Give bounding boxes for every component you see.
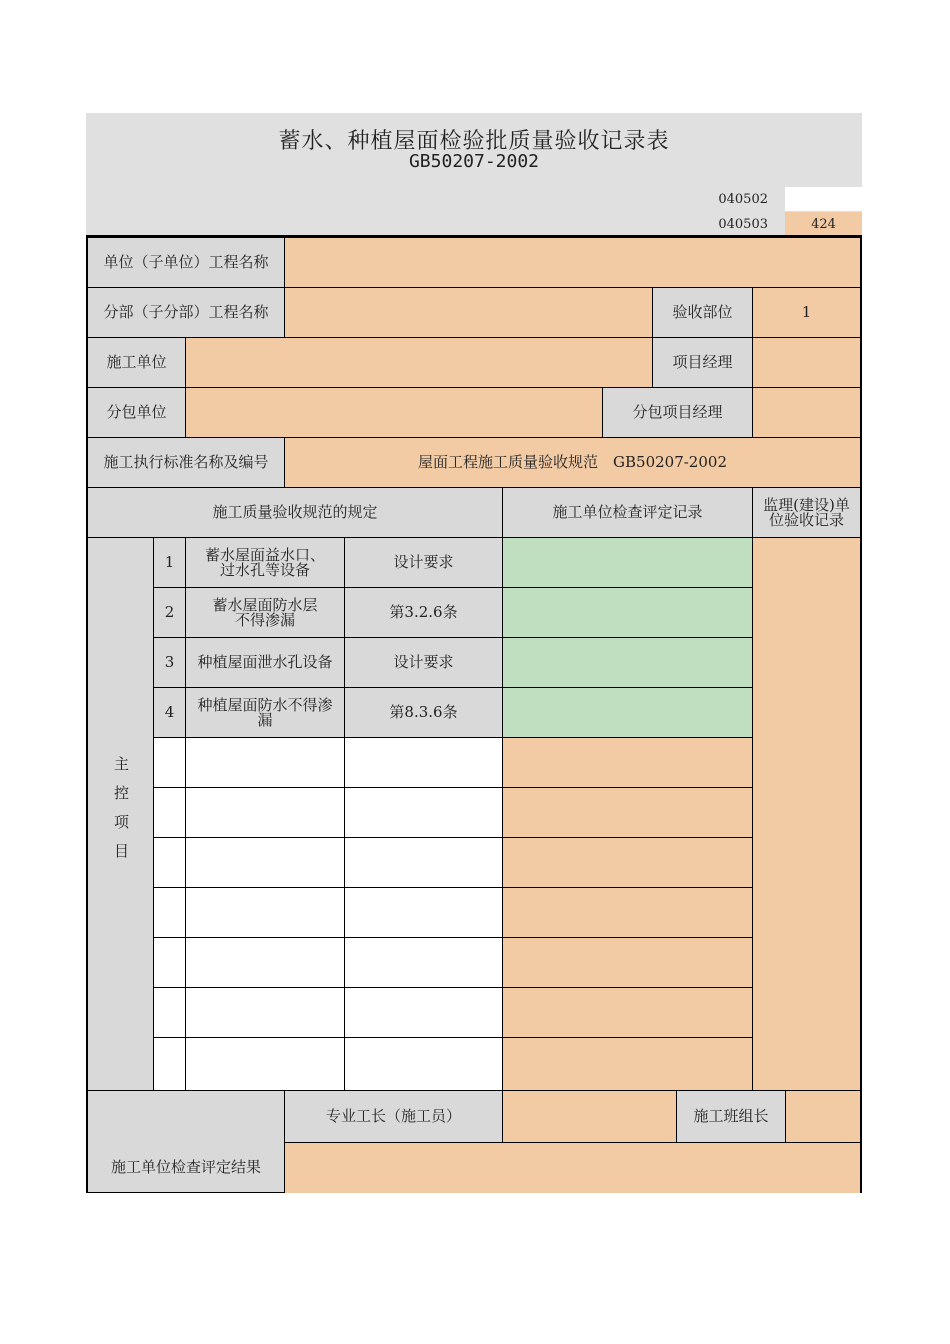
empty-requirement[interactable] xyxy=(344,937,503,988)
accept-part-input[interactable]: 1 xyxy=(752,287,861,338)
empty-check-input[interactable] xyxy=(502,737,753,788)
empty-check-input[interactable] xyxy=(502,887,753,938)
unit-project-label: 单位（子单位）工程名称 xyxy=(87,237,285,288)
sub-project-input[interactable] xyxy=(284,287,653,338)
supervise-record-input[interactable] xyxy=(752,537,861,1091)
item-no: 3 xyxy=(153,637,186,688)
foreman-label: 专业工长（施工员） xyxy=(284,1090,503,1143)
result-label: 施工单位检查评定结果 xyxy=(87,1090,285,1193)
item-no: 2 xyxy=(153,587,186,638)
result-input[interactable] xyxy=(284,1142,861,1193)
col-header-check: 施工单位检查评定记录 xyxy=(502,487,753,538)
empty-no[interactable] xyxy=(153,887,186,938)
item-no: 4 xyxy=(153,687,186,738)
form-code-2-value[interactable]: 424 xyxy=(785,212,862,236)
sub-pm-input[interactable] xyxy=(752,387,861,438)
section-label: 主控项目 xyxy=(87,537,154,1091)
team-leader-input[interactable] xyxy=(785,1090,861,1143)
empty-no[interactable] xyxy=(153,1037,186,1091)
item-check-input[interactable] xyxy=(502,587,753,638)
empty-no[interactable] xyxy=(153,837,186,888)
empty-no[interactable] xyxy=(153,787,186,838)
form-code-1: 040502 xyxy=(718,191,768,207)
empty-requirement[interactable] xyxy=(344,737,503,788)
empty-no[interactable] xyxy=(153,737,186,788)
accept-part-label: 验收部位 xyxy=(652,287,753,338)
item-name: 种植屋面防水不得渗漏 xyxy=(185,687,345,738)
standard-label: 施工执行标准名称及编号 xyxy=(87,437,285,488)
subcontractor-label: 分包单位 xyxy=(87,387,186,438)
sub-pm-label: 分包项目经理 xyxy=(602,387,753,438)
empty-requirement[interactable] xyxy=(344,1037,503,1091)
col-header-spec: 施工质量验收规范的规定 xyxy=(87,487,503,538)
subcontractor-input[interactable] xyxy=(185,387,603,438)
unit-project-input[interactable] xyxy=(284,237,861,288)
contractor-input[interactable] xyxy=(185,337,653,388)
empty-name[interactable] xyxy=(185,737,345,788)
item-requirement: 设计要求 xyxy=(344,637,503,688)
item-name: 种植屋面泄水孔设备 xyxy=(185,637,345,688)
empty-name[interactable] xyxy=(185,787,345,838)
empty-no[interactable] xyxy=(153,937,186,988)
foreman-input[interactable] xyxy=(502,1090,677,1143)
sub-project-label: 分部（子分部）工程名称 xyxy=(87,287,285,338)
empty-name[interactable] xyxy=(185,837,345,888)
empty-no[interactable] xyxy=(153,987,186,1038)
empty-requirement[interactable] xyxy=(344,987,503,1038)
project-manager-label: 项目经理 xyxy=(652,337,753,388)
team-leader-label: 施工班组长 xyxy=(676,1090,786,1143)
empty-check-input[interactable] xyxy=(502,837,753,888)
page-title: 蓄水、种植屋面检验批质量验收记录表 xyxy=(278,129,670,154)
standard-code: GB50207-2002 xyxy=(408,151,540,172)
empty-name[interactable] xyxy=(185,1037,345,1091)
item-requirement: 第3.2.6条 xyxy=(344,587,503,638)
item-requirement: 第8.3.6条 xyxy=(344,687,503,738)
empty-check-input[interactable] xyxy=(502,987,753,1038)
empty-requirement[interactable] xyxy=(344,837,503,888)
item-check-input[interactable] xyxy=(502,637,753,688)
empty-check-input[interactable] xyxy=(502,1037,753,1091)
empty-requirement[interactable] xyxy=(344,787,503,838)
empty-name[interactable] xyxy=(185,987,345,1038)
empty-name[interactable] xyxy=(185,887,345,938)
form-code-1-value[interactable] xyxy=(785,187,862,211)
form-code-2: 040503 xyxy=(718,216,768,232)
item-no: 1 xyxy=(153,537,186,588)
item-check-input[interactable] xyxy=(502,687,753,738)
item-name: 蓄水屋面益水口、过水孔等设备 xyxy=(185,537,345,588)
item-name: 蓄水屋面防水层不得渗漏 xyxy=(185,587,345,638)
item-check-input[interactable] xyxy=(502,537,753,588)
item-requirement: 设计要求 xyxy=(344,537,503,588)
standard-value[interactable]: 屋面工程施工质量验收规范 GB50207-2002 xyxy=(284,437,861,488)
empty-check-input[interactable] xyxy=(502,787,753,838)
empty-check-input[interactable] xyxy=(502,937,753,988)
empty-requirement[interactable] xyxy=(344,887,503,938)
col-header-supervise: 监理(建设)单位验收记录 xyxy=(752,487,861,538)
contractor-label: 施工单位 xyxy=(87,337,186,388)
empty-name[interactable] xyxy=(185,937,345,988)
project-manager-input[interactable] xyxy=(752,337,861,388)
